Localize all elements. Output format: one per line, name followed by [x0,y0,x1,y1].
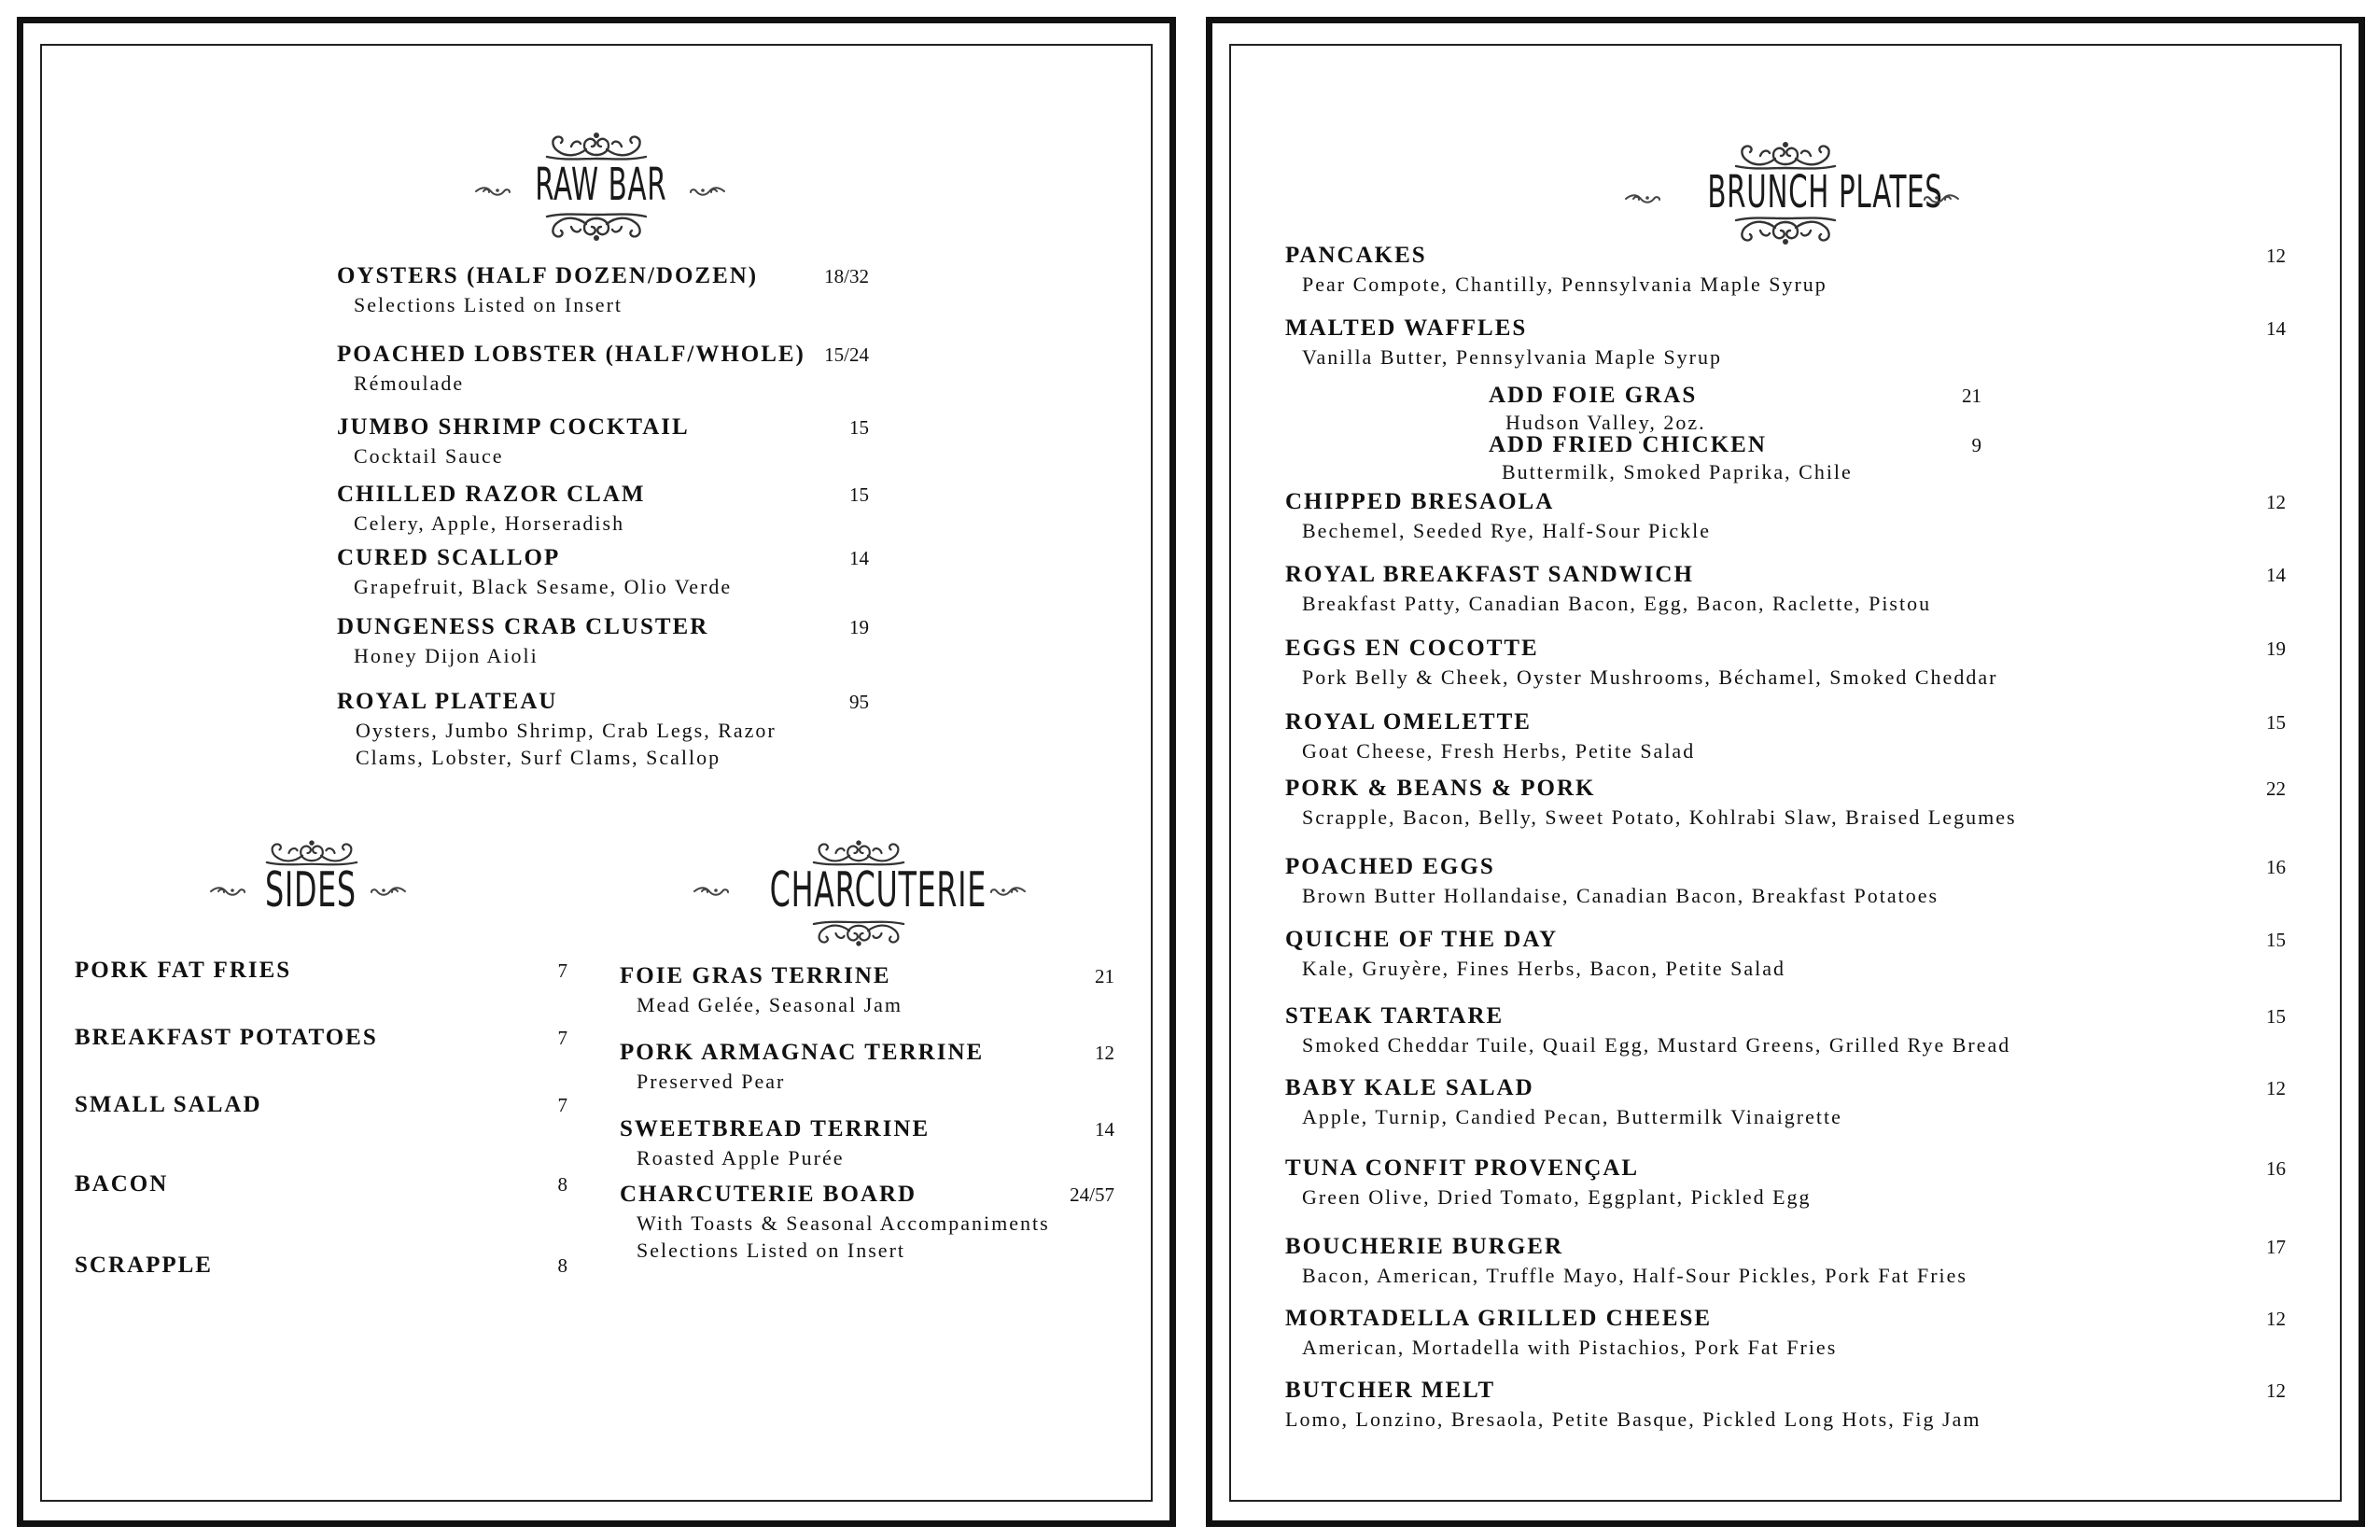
item-description: Apple, Turnip, Candied Pecan, Buttermilk Vinaigrette [1302,1105,1842,1128]
item-name: SMALL SALAD [75,1092,262,1117]
raw-bar-ornament-bottom-icon [545,211,648,243]
item-name: CURED SCALLOP [337,545,561,570]
sides-ornament-right-icon [370,885,407,898]
raw-bar-item [337,342,869,398]
item-description: Rémoulade [354,371,465,395]
item-name: BABY KALE SALAD [1285,1075,1534,1100]
item-description: Oysters, Jumbo Shrimp, Crab Legs, Razor [356,719,777,742]
item-name: SWEETBREAD TERRINE [620,1116,931,1141]
item-name: BOUCHERIE BURGER [1285,1234,1564,1259]
item-description: American, Mortadella with Pistachios, Pork Fat Fries [1302,1336,1838,1359]
item-price: 22 [2266,777,2286,800]
item-price: 12 [1095,1042,1114,1064]
item-description-line-2: Clams, Lobster, Surf Clams, Scallop [356,746,721,769]
brunch-plate-item [1285,489,2286,545]
sides-item [75,958,567,989]
item-price: 15 [2266,711,2286,734]
item-name: PANCAKES [1285,243,1427,268]
addon-item [1489,432,1981,484]
brunch-plate-item [1285,1075,2286,1131]
item-price: 18/32 [824,265,869,287]
item-description-line-2: Selections Listed on Insert [637,1239,906,1262]
brunch-plate-item [1285,1378,2286,1434]
item-name: CHARCUTERIE BOARD [620,1182,917,1207]
item-name: ROYAL PLATEAU [337,689,558,714]
raw-bar-item [337,689,869,773]
item-price: 8 [557,1173,567,1196]
item-price: 12 [2266,491,2286,513]
raw-bar-ornament-right-icon [689,185,726,198]
brunch-plate-item [1285,1234,2286,1290]
item-name: QUICHE OF THE DAY [1285,927,1559,952]
brunch-ornament-bottom-icon [1734,215,1837,246]
item-name: MALTED WAFFLES [1285,315,1528,341]
charcuterie-item [620,1116,1114,1172]
item-price: 15 [849,483,869,506]
raw-bar-item [337,482,869,538]
item-price: 15 [849,416,869,439]
item-price: 12 [2266,1308,2286,1330]
item-description: Green Olive, Dried Tomato, Eggplant, Pickled Egg [1302,1185,1812,1209]
item-description: Brown Butter Hollandaise, Canadian Bacon, Breakfast Potatoes [1302,884,1939,907]
item-price: 15 [2266,1005,2286,1028]
item-description: Pork Belly & Cheek, Oyster Mushrooms, Béchamel, Smoked Cheddar [1302,665,1998,689]
brunch-plates-heading [1652,166,1943,218]
brunch-ornament-right-icon [1923,192,1960,205]
brunch-plate-item [1285,709,2286,765]
item-name: OYSTERS (HALF DOZEN/DOZEN) [337,263,759,288]
sides-item [75,1092,567,1124]
brunch-plate-item [1285,243,2286,299]
charcuterie-ornament-bottom-icon [812,918,905,948]
addon-name: ADD FRIED CHICKEN [1489,432,1767,457]
item-name: BACON [75,1171,169,1197]
item-name: PORK FAT FRIES [75,958,292,983]
item-price: 7 [557,1027,567,1049]
brunch-plate-item [1285,1306,2286,1362]
item-price: 7 [557,959,567,982]
brunch-plate-item [1285,1155,2286,1211]
raw-bar-item [337,614,869,670]
addon-description: Buttermilk, Smoked Paprika, Chile [1502,460,1853,483]
item-description: Celery, Apple, Horseradish [354,511,625,535]
item-name: POACHED LOBSTER (HALF/WHOLE) [337,342,805,367]
raw-bar-heading [504,159,691,211]
item-description: Kale, Gruyère, Fines Herbs, Bacon, Petite Salad [1302,957,1785,980]
raw-bar-item [337,545,869,601]
item-name: JUMBO SHRIMP COCKTAIL [337,414,690,440]
item-price: 15 [2266,929,2286,951]
item-price: 14 [2266,317,2286,340]
charcuterie-item [620,963,1114,1019]
raw-bar-item [337,263,869,319]
item-price: 12 [2266,1379,2286,1402]
item-description: Grapefruit, Black Sesame, Olio Verde [354,575,733,598]
item-price: 8 [557,1254,567,1277]
sides-item [75,1025,567,1057]
item-price: 7 [557,1094,567,1116]
item-name: POACHED EGGS [1285,854,1495,879]
item-name: PORK ARMAGNAC TERRINE [620,1040,985,1065]
sides-heading [233,862,388,918]
item-description: Cocktail Sauce [354,444,504,468]
item-description: Bacon, American, Truffle Mayo, Half-Sour Pickles, Pork Fat Fries [1302,1264,1967,1287]
sides-item [75,1253,567,1284]
brunch-plate-item [1285,636,2286,692]
brunch-plates-title: BRUNCH PLATES [1707,166,1943,218]
item-description: Honey Dijon Aioli [354,644,539,667]
sides-title: SIDES [265,862,357,918]
item-description: Scrapple, Bacon, Belly, Sweet Potato, Kohlrabi Slaw, Braised Legumes [1302,805,2017,829]
item-price: 12 [2266,245,2286,267]
item-name: CHIPPED BRESAOLA [1285,489,1555,514]
item-name: EGGS EN COCOTTE [1285,636,1539,661]
item-description: Roasted Apple Purée [637,1146,845,1169]
raw-bar-title: RAW BAR [535,159,667,211]
brunch-plate-item [1285,927,2286,983]
item-name: ROYAL OMELETTE [1285,709,1532,735]
item-description: Smoked Cheddar Tuile, Quail Egg, Mustard Greens, Grilled Rye Bread [1302,1033,2011,1057]
item-price: 15/24 [824,343,869,366]
addon-description: Hudson Valley, 2oz. [1505,411,1706,434]
addon-price: 21 [1962,385,1981,407]
item-name: SCRAPPLE [75,1253,213,1278]
raw-bar-ornament-top-icon [545,131,648,162]
item-name: ROYAL BREAKFAST SANDWICH [1285,562,1694,587]
item-price: 16 [2266,1157,2286,1180]
item-description: Vanilla Butter, Pennsylvania Maple Syrup [1302,345,1723,369]
item-name: BUTCHER MELT [1285,1378,1496,1403]
item-description: With Toasts & Seasonal Accompaniments [637,1211,1050,1235]
item-description: Pear Compote, Chantilly, Pennsylvania Maple Syrup [1302,273,1827,296]
item-name: DUNGENESS CRAB CLUSTER [337,614,709,639]
item-name: PORK & BEANS & PORK [1285,776,1596,801]
item-name: MORTADELLA GRILLED CHEESE [1285,1306,1713,1331]
charcuterie-item [620,1182,1114,1266]
item-name: BREAKFAST POTATOES [75,1025,378,1050]
brunch-plate-item [1285,315,2286,371]
item-price: 19 [849,616,869,638]
item-description: Selections Listed on Insert [354,293,623,316]
addon-name: ADD FOIE GRAS [1489,383,1698,408]
item-name: CHILLED RAZOR CLAM [337,482,646,507]
item-name: TUNA CONFIT PROVENÇAL [1285,1155,1640,1181]
brunch-plate-item [1285,776,2286,832]
item-price: 95 [849,691,869,713]
item-price: 21 [1095,965,1114,987]
charcuterie-heading [719,862,999,918]
sides-item [75,1171,567,1203]
brunch-plate-item [1285,1003,2286,1059]
item-description: Breakfast Patty, Canadian Bacon, Egg, Bacon, Raclette, Pistou [1302,592,1932,615]
item-description: Mead Gelée, Seasonal Jam [637,993,903,1016]
charcuterie-ornament-right-icon [989,885,1027,898]
item-price: 17 [2266,1236,2286,1258]
charcuterie-title: CHARCUTERIE [769,862,987,918]
brunch-plate-item [1285,562,2286,618]
item-description: Goat Cheese, Fresh Herbs, Petite Salad [1302,739,1696,763]
item-price: 19 [2266,637,2286,660]
addon-price: 9 [1971,434,1981,456]
item-price: 14 [849,547,869,569]
item-description: Preserved Pear [637,1070,786,1093]
item-price: 24/57 [1070,1183,1114,1206]
addon-item [1489,383,1981,435]
item-description: Bechemel, Seeded Rye, Half-Sour Pickle [1302,519,1712,542]
item-description: Lomo, Lonzino, Bresaola, Petite Basque, Pickled Long Hots, Fig Jam [1285,1407,1981,1431]
brunch-plate-item [1285,854,2286,910]
item-price: 14 [2266,564,2286,586]
item-name: STEAK TARTARE [1285,1003,1505,1029]
charcuterie-item [620,1040,1114,1096]
raw-bar-item [337,414,869,470]
item-price: 14 [1095,1118,1114,1141]
item-price: 16 [2266,856,2286,878]
item-name: FOIE GRAS TERRINE [620,963,891,988]
item-price: 12 [2266,1077,2286,1099]
